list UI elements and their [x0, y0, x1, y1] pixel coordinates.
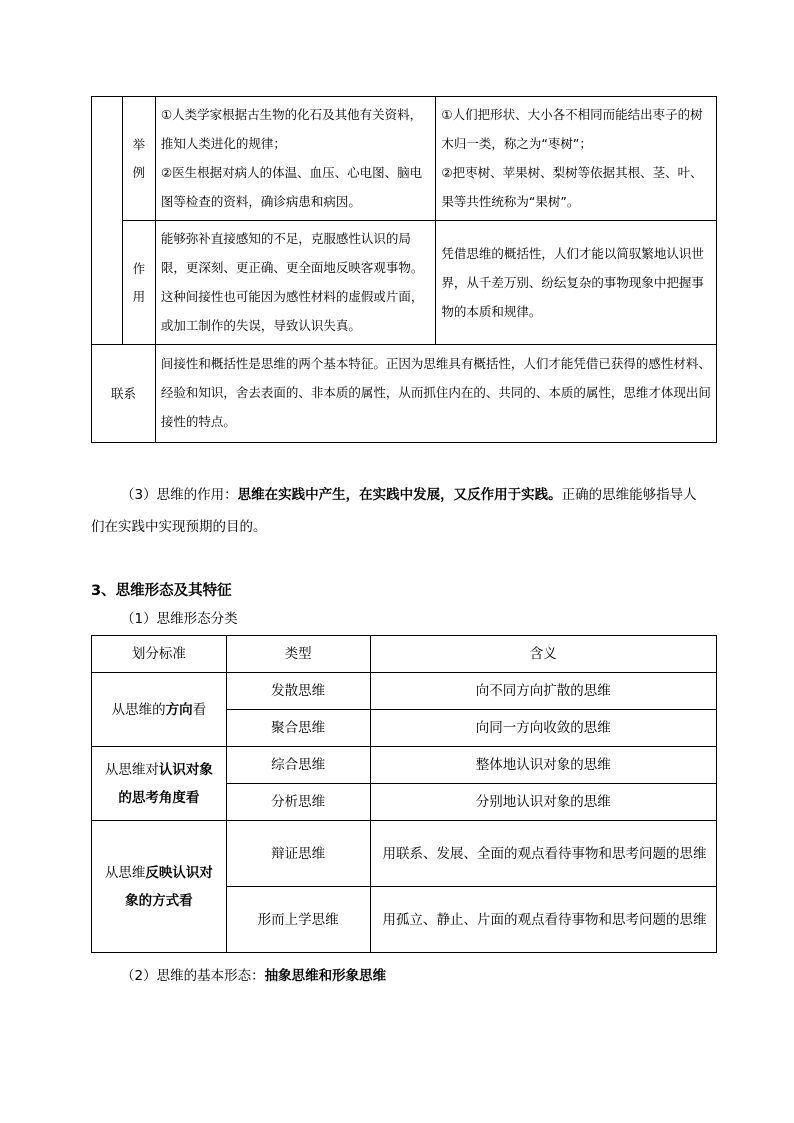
section-title: 3、思维形态及其特征 [91, 583, 232, 599]
role-left-cell [155, 221, 436, 345]
example-label: 举例 [132, 136, 146, 180]
subsection-2-prefix: （2）思维的基本形态： [121, 968, 265, 984]
link-text: 间接性和概括性是思维的两个基本特征。正因为思维具有概括性，人们才能凭借已获得的感性材料、经验和知识，舍去表面的、非本质的属性，从而抓住内在的、共同的、本质的属性，思维才体现出间接性的特点。 [160, 356, 711, 429]
thinking-role-bold: 思维在实践中产生，在实践中发展，又反作用于实践。 [237, 487, 562, 503]
table-header-row [92, 636, 717, 673]
example-right-1: ①人们把形状、大小各不相同而能结出枣子的树木归一类，称之为“枣树”； [441, 107, 703, 151]
subsection-1 [121, 604, 238, 634]
role-label: 作用 [132, 260, 146, 304]
type-cell: 发散思维 [226, 673, 370, 710]
role-left-text: 能够弥补直接感知的不足，克服感性认识的局限，更深刻、更正确、更全面地反映客观事物。这种间接性也可能因为感性材料的虚假或片面，或加工制作的失误，导致认识失真。 [160, 231, 424, 333]
thinking-role-rest: 正确的思维能够指导人 [561, 487, 697, 503]
subsection-1-text: （1）思维形态分类 [121, 611, 238, 627]
link-label: 联系 [110, 385, 136, 401]
type-cell: 分析思维 [226, 784, 370, 821]
meaning-cell: 用孤立、静止、片面的观点看待事物和思考问题的思维 [370, 887, 716, 953]
thinking-role-paragraph [121, 480, 697, 510]
header-criterion: 划分标准 [92, 636, 227, 673]
thinking-forms-table [91, 635, 717, 953]
blank-cell [92, 97, 123, 345]
example-left-cell [155, 97, 436, 221]
meaning-cell: 向不同方向扩散的思维 [370, 673, 716, 710]
example-left-1: ①人类学家根据古生物的化石及其他有关资料，推知人类进化的规律； [160, 107, 423, 151]
type-cell: 形而上学思维 [226, 887, 370, 953]
role-right-cell [436, 221, 717, 345]
meaning-cell: 用联系、发展、全面的观点看待事物和思考问题的思维 [370, 821, 716, 887]
role-row [92, 221, 717, 345]
example-label-cell [122, 97, 155, 221]
example-left-2: ②医生根据对病人的体温、血压、心电图、脑电图等检查的资料，确诊病患和病因。 [160, 165, 423, 209]
criterion-angle: 从思维对认识对象的思考角度看 [92, 747, 227, 821]
link-label-cell [92, 345, 156, 443]
table-row [92, 673, 717, 710]
role-right-text: 凭借思维的概括性，人们才能以简驭繁地认识世界，从千差万别、纷纭复杂的事物现象中把握事物的本质和规律。 [441, 245, 704, 319]
meaning-cell: 向同一方向收敛的思维 [370, 710, 716, 747]
subsection-2 [121, 961, 386, 991]
meaning-cell: 整体地认识对象的思维 [370, 747, 716, 784]
criterion-reflection: 从思维反映认识对象的方式看 [92, 821, 227, 953]
meaning-cell: 分别地认识对象的思维 [370, 784, 716, 821]
type-cell: 综合思维 [226, 747, 370, 784]
link-text-cell [155, 345, 716, 443]
criterion-direction: 从思维的方向看 [92, 673, 227, 747]
type-cell: 辩证思维 [226, 821, 370, 887]
thinking-role-paragraph-line2 [91, 512, 267, 542]
header-type: 类型 [226, 636, 370, 673]
example-right-cell [436, 97, 717, 221]
thinking-features-table [91, 96, 717, 443]
table-row [92, 821, 717, 887]
header-meaning: 含义 [370, 636, 716, 673]
example-row [92, 97, 717, 221]
example-right-2: ②把枣树、苹果树、梨树等依据其根、茎、叶、果等共性统称为“果树”。 [441, 165, 703, 209]
thinking-role-rest2: 们在实践中实现预期的目的。 [91, 519, 267, 535]
subsection-2-bold: 抽象思维和形象思维 [264, 968, 387, 984]
thinking-role-prefix: （3）思维的作用： [121, 487, 238, 503]
type-cell: 聚合思维 [226, 710, 370, 747]
link-row [92, 345, 717, 443]
role-label-cell [122, 221, 155, 345]
table-row [92, 747, 717, 784]
